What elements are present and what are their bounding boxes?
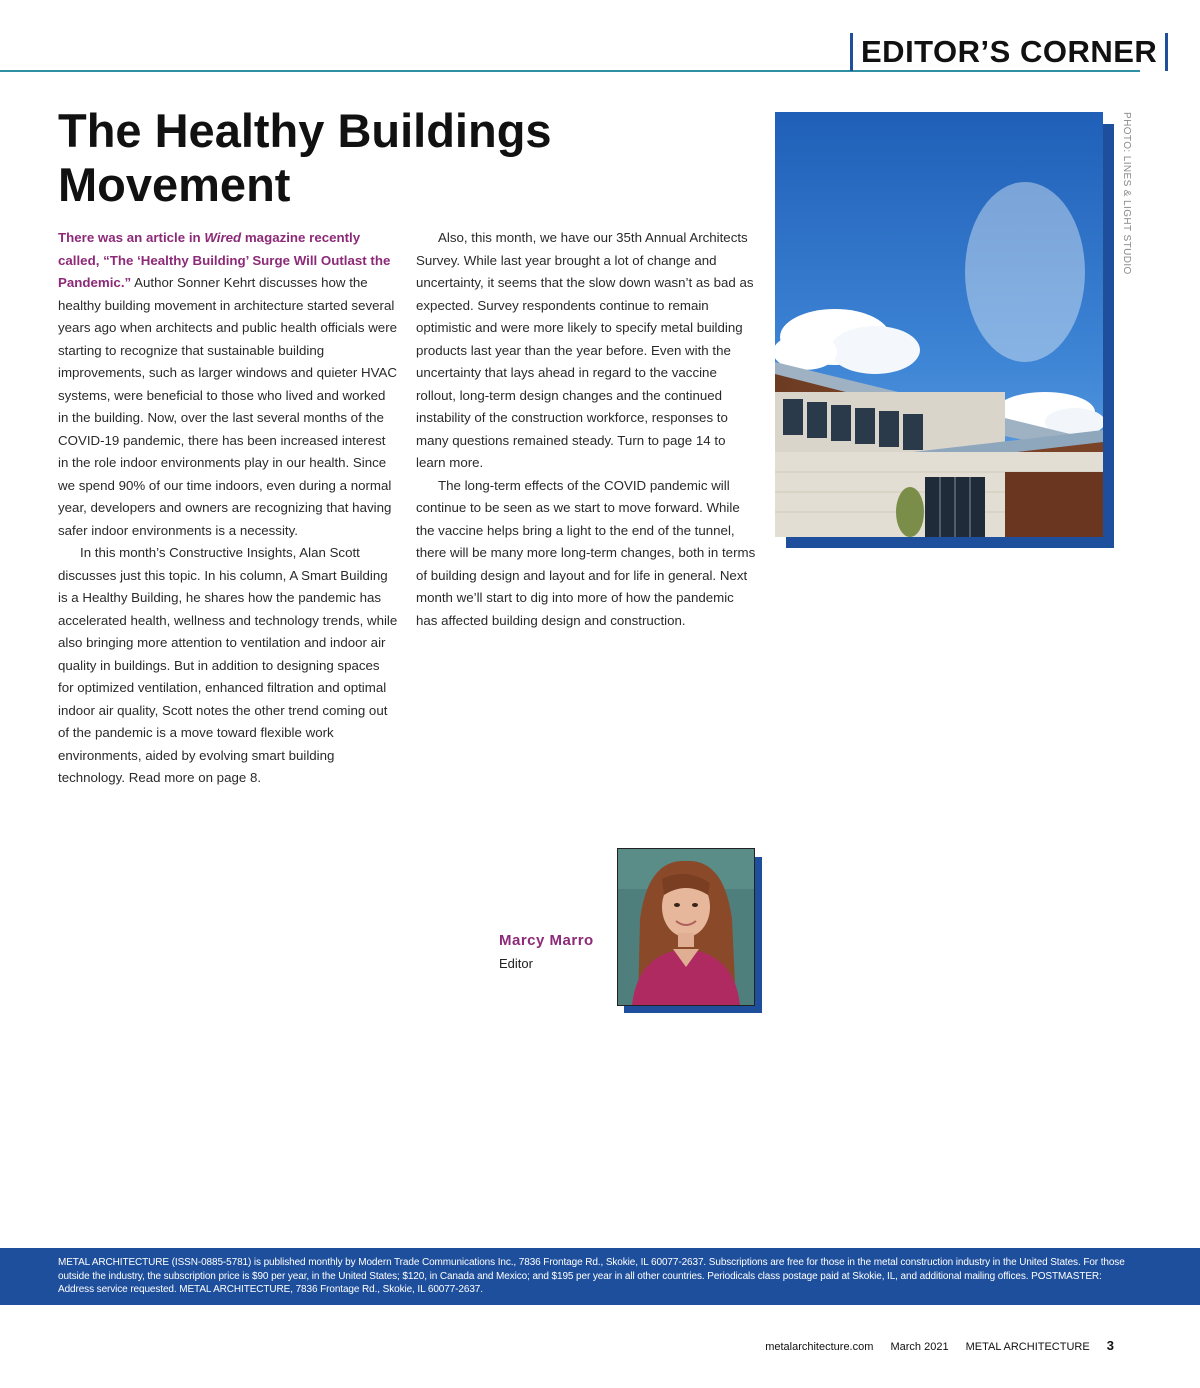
editor-title: Editor xyxy=(499,956,533,971)
issue-date: March 2021 xyxy=(890,1341,949,1353)
headline: The Healthy Buildings Movement xyxy=(58,104,552,211)
magazine-name: Wired xyxy=(204,230,242,245)
paragraph-4: The long-term effects of the COVID pandemic will continue to be seen as we start to move forward. While the vaccine helps bring a light to the end of the tunnel, there will be many more long-term changes, both in terms of building design and layout and for life in general. Next month we’ll start to dig into more of how the pandemic has affected building design and construction. xyxy=(416,477,756,628)
building-photo xyxy=(775,112,1103,537)
editor-portrait xyxy=(617,848,755,1006)
paragraph-3: Also, this month, we have our 35th Annual Architects Survey. While last year brought a lot of change and uncertainty, it seems that the slow down wasn’t as bad as expected. Survey respondents continue to remain optimistic and were more likely to specify metal building products last year than the year before. Even with the uncertainty that lays ahead in regard to the vaccine rollout, long-term design changes and the continued instability of the construction workforce, responses to many questions remained steady. Turn to page 14 to learn more. xyxy=(416,230,754,470)
photo-credit: PHOTO: LINES & LIGHT STUDIO xyxy=(1121,112,1132,275)
website-link[interactable]: metalarchitecture.com xyxy=(765,1341,874,1353)
page-number: 3 xyxy=(1106,1338,1114,1353)
masthead-text: METAL ARCHITECTURE (ISSN-0885-5781) is published monthly by Modern Trade Communications Inc., 7836 Frontage Rd., Skokie, IL 60077-2637. Subscriptions are free for those in the metal construction industry in the United States. For those outside the industry, the subscription price is $90 per year, in the United States; $120, in Canada and Mexico; and $195 per year in all other countries. Periodicals class postage paid at Skokie, IL, and additional mailing offices. POSTMASTER: Address service requested. METAL ARCHITECTURE, 7836 Frontage Rd., Skokie, IL 60077-2637. xyxy=(58,1257,1125,1295)
paragraph-1: There was an article in Wired magazine recently called, “The ‘Healthy Building’ Surge Will Outlast the Pandemic.” Author Sonner Kehrt discusses how the healthy building movement in architecture started several years ago when architects and public health officials were starting to recognize that sustainable building improvements, such as larger windows and quieter HVAC systems, were beneficial to those who lived and worked in the building. Now, over the last several months of the COVID-19 pandemic, there has been increased interest in the role indoor environments play in our health. Since we spend 90% of our time indoors, even during a normal year, developers and owners are recognizing that having safer indoor environments is a necessity. xyxy=(58,230,398,538)
article-column-left xyxy=(58,227,398,790)
article-column-right xyxy=(416,227,756,632)
page-folio xyxy=(765,1338,1114,1353)
section-tag: EDITOR’S CORNER xyxy=(850,33,1168,71)
paragraph-2: In this month’s Constructive Insights, Alan Scott discusses just this topic. In his column, A Smart Building is a Healthy Building, he shares how the pandemic has accelerated health, wellness and technology trends, while also bringing more attention to ventilation and indoor air quality in buildings. But in addition to designing spaces for optimized ventilation, enhanced filtration and optimal indoor air quality, Scott notes the other trend coming out of the pandemic is a move toward flexible work environments, aided by evolving smart building technology. Read more on page 8. xyxy=(58,545,398,785)
publication-name: METAL ARCHITECTURE xyxy=(965,1341,1090,1353)
lead-in: There was an article in Wired magazine recently called, “The ‘Healthy Building’ Surge Will Outlast the Pandemic.” xyxy=(58,230,391,290)
editor-name: Marcy Marro xyxy=(499,932,594,949)
